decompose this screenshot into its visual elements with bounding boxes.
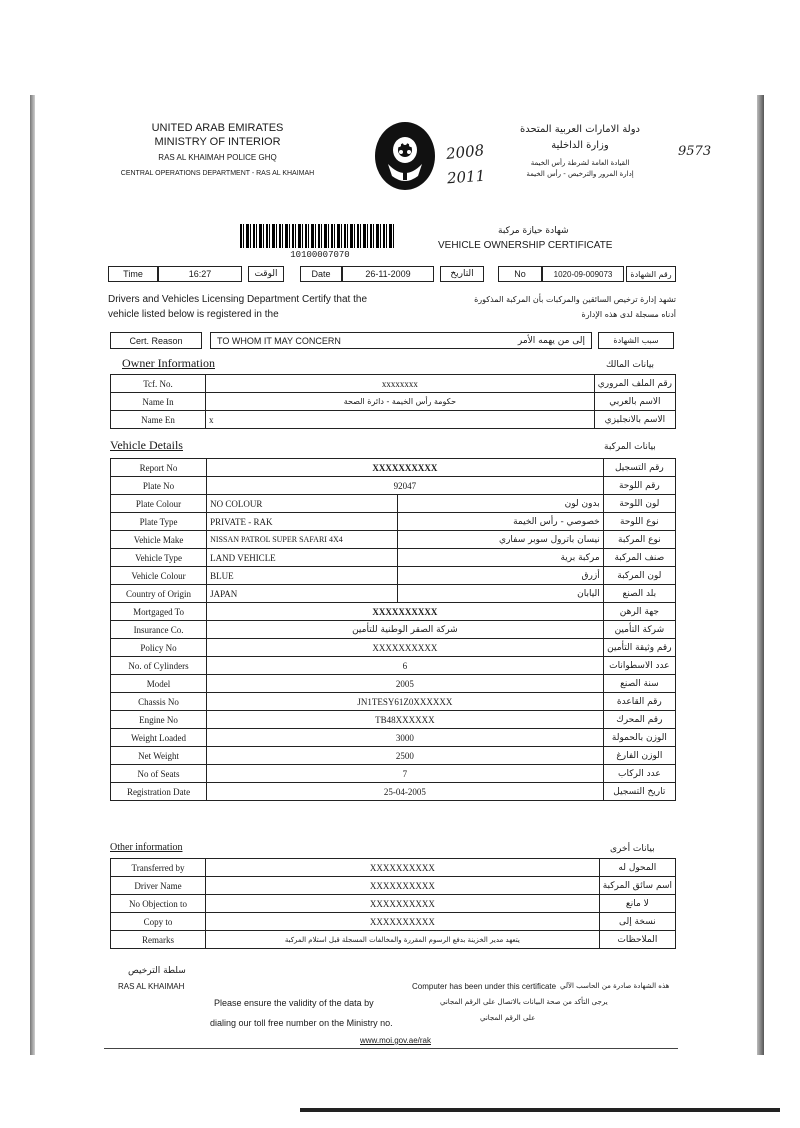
table-row <box>111 675 676 693</box>
vehicle-value-en: NISSAN PATROL SUPER SAFARI 4X4 <box>207 531 398 549</box>
other-label-ar: الملاحظات <box>599 931 675 949</box>
vehicle-label: No. of Cylinders <box>111 657 207 675</box>
other-value: يتعهد مدير الخزينة بدفع الرسوم المقررة والمخالفات المسجلة قبل استلام المركبة <box>206 931 600 949</box>
vehicle-value: 7 <box>207 765 604 783</box>
vehicle-label: Report No <box>111 459 207 477</box>
vehicle-label: Net Weight <box>111 747 207 765</box>
vehicle-value-ar: مركبة برية <box>398 549 603 567</box>
vehicle-label-ar: تاريخ التسجيل <box>603 783 675 801</box>
computer-note-ar: هذه الشهادة صادرة من الحاسب الآلي <box>560 982 670 990</box>
table-row <box>111 765 676 783</box>
time-label-ar: الوقت <box>248 266 284 282</box>
cert-reason-text: TO WHOM IT MAY CONCERN <box>217 335 341 346</box>
vehicle-section-title: Vehicle Details <box>110 438 183 452</box>
vehicle-value-ar: شركة الصقر الوطنية للتأمين <box>207 621 604 639</box>
vehicle-value: XXXXXXXXXX <box>207 639 604 657</box>
vehicle-label: No of Seats <box>111 765 207 783</box>
handwritten-ref: 9573 <box>678 144 712 159</box>
vehicle-label-ar: الوزن الفارغ <box>603 747 675 765</box>
vehicle-value-ar: نيسان باترول سوبر سفاري <box>398 531 603 549</box>
vehicle-value: 2500 <box>207 747 604 765</box>
handwritten-year-2: 2011 <box>446 166 486 188</box>
barcode <box>240 224 396 248</box>
cert-reason-text-ar: إلى من يهمه الأمر <box>517 335 585 346</box>
date-value: 26-11-2009 <box>342 266 434 282</box>
time-value: 16:27 <box>158 266 242 282</box>
header-police-ar: القيادة العامة لشرطة رأس الخيمة <box>530 159 630 167</box>
other-value: XXXXXXXXXX <box>206 859 600 877</box>
owner-label-ar: رقم الملف المروري <box>594 375 675 393</box>
table-row <box>111 393 676 411</box>
website-link[interactable]: www.moi.gov.ae/rak <box>360 1036 431 1045</box>
header-ministry-ar: وزارة الداخلية <box>551 140 609 151</box>
vehicle-value-ar: بدون لون <box>398 495 603 513</box>
cert-reason-label-ar: سبب الشهادة <box>598 332 674 349</box>
table-row <box>111 639 676 657</box>
other-value: XXXXXXXXXX <box>206 913 600 931</box>
vehicle-label: Engine No <box>111 711 207 729</box>
other-label: No Objection to <box>111 895 206 913</box>
owner-label-ar: الاسم بالعربي <box>594 393 675 411</box>
vehicle-value-ar: خصوصي - رأس الخيمة <box>398 513 603 531</box>
owner-value: حكومة رأس الخيمة - دائرة الصحة <box>206 393 595 411</box>
table-row <box>111 603 676 621</box>
vehicle-label: Plate No <box>111 477 207 495</box>
ensure-validity-line-2: dialing our toll free number on the Ministry no. <box>210 1018 393 1028</box>
table-row <box>111 375 676 393</box>
computer-note: Computer has been under this certificate <box>412 982 557 991</box>
owner-value: x <box>206 411 595 429</box>
table-row <box>111 747 676 765</box>
ensure-validity-line-1: Please ensure the validity of the data by <box>214 998 374 1008</box>
other-label-ar: اسم سائق المركبة <box>599 877 675 895</box>
table-row <box>111 411 676 429</box>
vehicle-label-ar: صنف المركبة <box>603 549 675 567</box>
scan-edge-bottom <box>300 1108 780 1112</box>
vehicle-label-ar: رقم وثيقة التأمين <box>603 639 675 657</box>
table-row <box>111 477 676 495</box>
owner-label-ar: الاسم بالانجليزي <box>594 411 675 429</box>
table-row <box>111 711 676 729</box>
table-row <box>111 459 676 477</box>
footer-rule <box>104 1048 678 1049</box>
other-label: Copy to <box>111 913 206 931</box>
vehicle-label: Chassis No <box>111 693 207 711</box>
other-table <box>110 858 676 949</box>
other-label: Transferred by <box>111 859 206 877</box>
vehicle-label-ar: عدد الركاب <box>603 765 675 783</box>
vehicle-value: TB48XXXXXX <box>207 711 604 729</box>
cert-reason-label: Cert. Reason <box>110 332 202 349</box>
vehicle-label-ar: الوزن بالحمولة <box>603 729 675 747</box>
cert-reason-value <box>210 332 592 349</box>
table-row <box>111 693 676 711</box>
vehicle-label: Country of Origin <box>111 585 207 603</box>
vehicle-label-ar: رقم المحرك <box>603 711 675 729</box>
number-value: 1020-09-009073 <box>542 266 624 282</box>
vehicle-label: Policy No <box>111 639 207 657</box>
vehicle-label-ar: جهة الرهن <box>603 603 675 621</box>
number-label-ar: رقم الشهادة <box>626 266 676 282</box>
vehicle-label-ar: نوع اللوحة <box>603 513 675 531</box>
header-country: UNITED ARAB EMIRATES <box>151 122 284 134</box>
header-police: RAS AL KHAIMAH POLICE GHQ <box>158 153 277 162</box>
owner-label: Tcf. No. <box>111 375 206 393</box>
table-row <box>111 567 676 585</box>
vehicle-value: 92047 <box>207 477 604 495</box>
vehicle-value: 25-04-2005 <box>207 783 604 801</box>
certificate-title: VEHICLE OWNERSHIP CERTIFICATE <box>438 240 613 251</box>
other-label: Remarks <box>111 931 206 949</box>
vehicle-label: Insurance Co. <box>111 621 207 639</box>
intro-ar-line-2: أدناه مسجلة لدى هذه الإدارة <box>581 310 676 319</box>
table-row <box>111 549 676 567</box>
other-label: Driver Name <box>111 877 206 895</box>
vehicle-value-en: BLUE <box>207 567 398 585</box>
table-row <box>111 859 676 877</box>
handwritten-year-1: 2008 <box>445 141 486 163</box>
other-label-ar: نسخة إلى <box>599 913 675 931</box>
date-label-ar: التاريخ <box>440 266 484 282</box>
vehicle-label-ar: رقم القاعدة <box>603 693 675 711</box>
licensing-authority: RAS AL KHAIMAH <box>118 982 185 991</box>
owner-section-title: Owner Information <box>122 356 215 370</box>
date-label: Date <box>300 266 342 282</box>
header-ministry: MINISTRY OF INTERIOR <box>154 136 281 148</box>
vehicle-value-ar: اليابان <box>398 585 603 603</box>
time-label: Time <box>108 266 158 282</box>
vehicle-label-ar: لون المركبة <box>603 567 675 585</box>
table-row <box>111 895 676 913</box>
table-row <box>111 513 676 531</box>
vehicle-label: Vehicle Colour <box>111 567 207 585</box>
vehicle-value: 3000 <box>207 729 604 747</box>
vehicle-label: Model <box>111 675 207 693</box>
vehicle-label-ar: لون اللوحة <box>603 495 675 513</box>
table-row <box>111 657 676 675</box>
barcode-number: 10100007070 <box>290 250 350 260</box>
table-row <box>111 877 676 895</box>
other-section-title: Other information <box>110 842 183 853</box>
header-country-ar: دولة الامارات العربية المتحدة <box>519 124 641 135</box>
vehicle-value: XXXXXXXXXX <box>207 603 604 621</box>
header-english <box>100 122 335 177</box>
vehicle-label-ar: شركة التأمين <box>603 621 675 639</box>
header-department-ar: إدارة المرور والترخيص - رأس الخيمة <box>526 170 634 178</box>
table-row <box>111 783 676 801</box>
owner-label: Name En <box>111 411 206 429</box>
table-row <box>111 585 676 603</box>
table-row <box>111 931 676 949</box>
scan-edge-right <box>757 95 764 1055</box>
intro-line-2: vehicle listed below is registered in the <box>108 309 279 320</box>
scan-edge-left <box>30 95 35 1055</box>
licensing-authority-ar: سلطة الترخيص <box>128 966 186 976</box>
intro-line-1: Drivers and Vehicles Licensing Department Certify that the <box>108 294 368 305</box>
vehicle-label-ar: سنة الصنع <box>603 675 675 693</box>
vehicle-value-en: LAND VEHICLE <box>207 549 398 567</box>
vehicle-value-en: JAPAN <box>207 585 398 603</box>
vehicle-value-en: NO COLOUR <box>207 495 398 513</box>
vehicle-table <box>110 458 676 801</box>
uae-emblem-icon <box>370 120 440 194</box>
owner-label: Name In <box>111 393 206 411</box>
other-value: XXXXXXXXXX <box>206 877 600 895</box>
vehicle-label: Mortgaged To <box>111 603 207 621</box>
intro-english <box>108 292 438 322</box>
vehicle-value-ar: أزرق <box>398 567 603 585</box>
owner-table <box>110 374 676 429</box>
vehicle-label: Plate Colour <box>111 495 207 513</box>
vehicle-label-ar: عدد الاسطوانات <box>603 657 675 675</box>
intro-ar-line-1: تشهد إدارة ترخيص السائقين والمركبات بأن المركبة المذكورة <box>474 295 676 304</box>
table-row <box>111 913 676 931</box>
owner-section-title-ar: بيانات المالك <box>606 360 655 370</box>
vehicle-label-ar: رقم اللوحة <box>603 477 675 495</box>
vehicle-label-ar: بلد الصنع <box>603 585 675 603</box>
vehicle-value: 6 <box>207 657 604 675</box>
table-row <box>111 495 676 513</box>
number-label: No <box>498 266 542 282</box>
vehicle-value-en: PRIVATE - RAK <box>207 513 398 531</box>
other-value: XXXXXXXXXX <box>206 895 600 913</box>
vehicle-label: Vehicle Make <box>111 531 207 549</box>
vehicle-value: JN1TESY61Z0XXXXXX <box>207 693 604 711</box>
vehicle-value: 2005 <box>207 675 604 693</box>
vehicle-label-ar: نوع المركبة <box>603 531 675 549</box>
intro-arabic <box>420 292 676 322</box>
header-arabic <box>490 124 670 178</box>
other-label-ar: لا مانع <box>599 895 675 913</box>
vehicle-label: Plate Type <box>111 513 207 531</box>
vehicle-section-title-ar: بيانات المركبة <box>604 442 656 452</box>
vehicle-label: Registration Date <box>111 783 207 801</box>
table-row <box>111 531 676 549</box>
header-department: CENTRAL OPERATIONS DEPARTMENT - RAS AL KHAIMAH <box>120 170 315 177</box>
vehicle-label: Vehicle Type <box>111 549 207 567</box>
vehicle-label-ar: رقم التسجيل <box>603 459 675 477</box>
vehicle-label: Weight Loaded <box>111 729 207 747</box>
certificate-title-ar: شهادة حيازة مركبة <box>498 226 569 236</box>
vehicle-value: XXXXXXXXXX <box>207 459 604 477</box>
toll-free-note-ar: على الرقم المجاني <box>480 1014 536 1022</box>
owner-value: xxxxxxxx <box>206 375 595 393</box>
other-section-title-ar: بيانات أخرى <box>610 844 655 854</box>
table-row <box>111 621 676 639</box>
verify-note-ar: يرجى التأكد من صحة البيانات بالاتصال على الرقم المجاني <box>440 998 608 1006</box>
other-label-ar: المحول له <box>599 859 675 877</box>
table-row <box>111 729 676 747</box>
